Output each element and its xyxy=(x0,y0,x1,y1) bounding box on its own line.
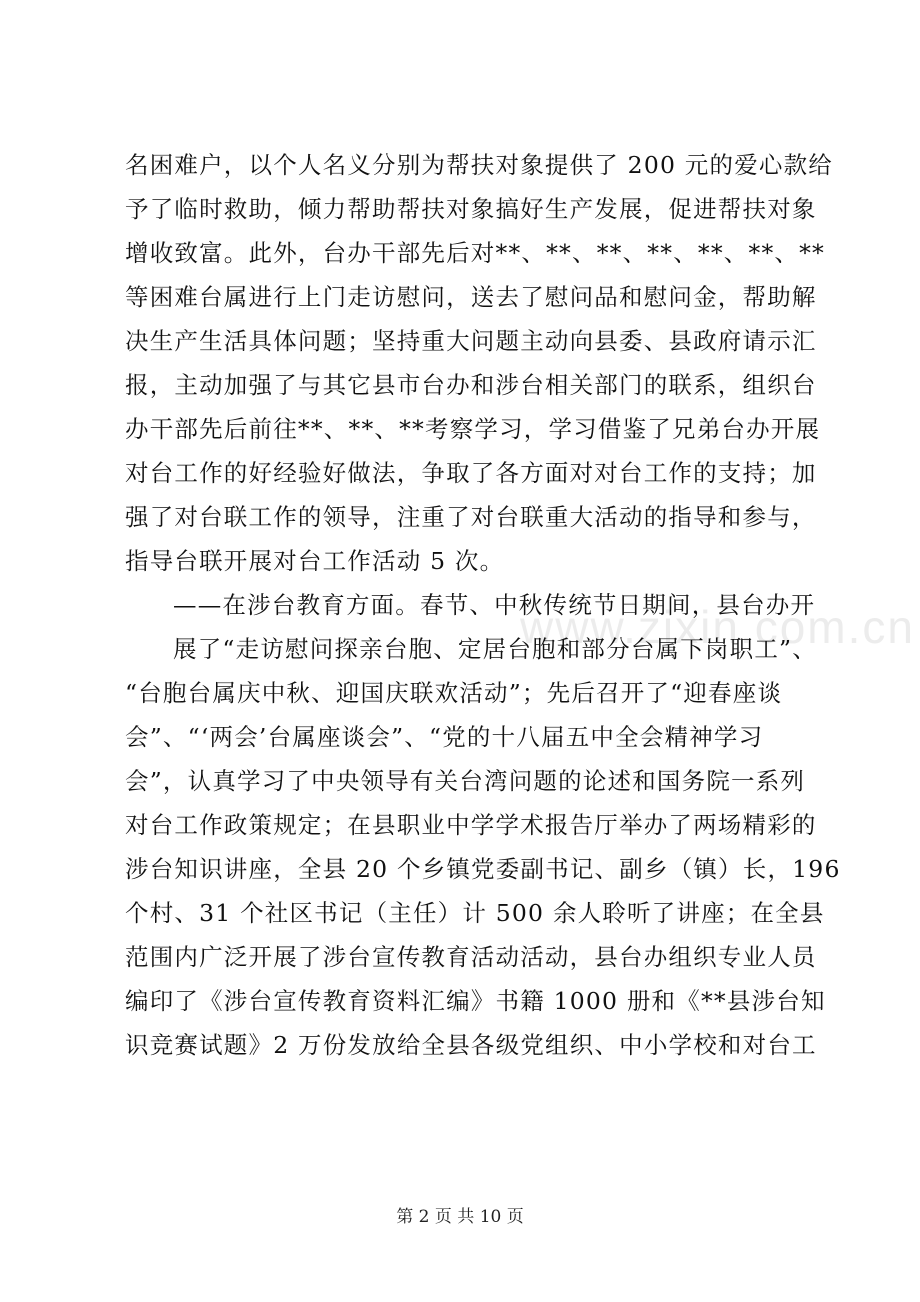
watermark: www.zixin.com.cn xyxy=(520,601,915,653)
text-line: “台胞台属庆中秋、迎国庆联欢活动”；先后召开了“迎春座谈 xyxy=(125,679,783,707)
text-line: 报，主动加强了与其它县市台办和涉台相关部门的联系，组织台 xyxy=(125,371,817,399)
text-line: 识竞赛试题》2 万份发放给全县各级党组织、中小学校和对台工 xyxy=(125,1031,817,1059)
text-line: 予了临时救助，倾力帮助帮扶对象搞好生产发展，促进帮扶对象 xyxy=(125,195,817,223)
text-line: 编印了《涉台宣传教育资料汇编》书籍 1000 册和《**县涉台知 xyxy=(125,987,826,1015)
text-line: 办干部先后前往**、**、**考察学习，学习借鉴了兄弟台办开展 xyxy=(125,415,821,443)
text-line: 强了对台联工作的领导，注重了对台联重大活动的指导和参与， xyxy=(125,503,817,531)
body-text xyxy=(125,143,841,1067)
text-line: 指导台联开展对台工作活动 5 次。 xyxy=(125,547,505,575)
text-line: 对台工作的好经验好做法，争取了各方面对对台工作的支持；加 xyxy=(125,459,817,487)
page-footer: 第 2 页 共 10 页 xyxy=(396,1207,524,1227)
text-line: 展了“走访慰问探亲台胞、定居台胞和部分台属下岗职工”、 xyxy=(173,635,817,663)
text-line: 会”、“‘两会’台属座谈会”、“党的十八届五中全会精神学习 xyxy=(125,723,764,751)
text-line: 决生产生活具体问题；坚持重大问题主动向县委、县政府请示汇 xyxy=(125,327,817,355)
text-line: 会”，认真学习了中央领导有关台湾问题的论述和国务院一系列 xyxy=(125,767,806,795)
text-line: 增收致富。此外，台办干部先后对**、**、**、**、**、**、** xyxy=(125,239,825,267)
text-line: 等困难台属进行上门走访慰问，送去了慰问品和慰问金，帮助解 xyxy=(125,283,817,311)
text-line: 个村、31 个社区书记（主任）计 500 余人聆听了讲座；在全县 xyxy=(125,899,825,927)
paragraph-start-line: ——在涉台教育方面。春节、中秋传统节日期间，县台办开 xyxy=(173,591,816,619)
text-line: 对台工作政策规定；在县职业中学学术报告厅举办了两场精彩的 xyxy=(125,811,817,839)
text-line: 名困难户，以个人名义分别为帮扶对象提供了 200 元的爱心款给 xyxy=(125,151,833,179)
text-line: 涉台知识讲座，全县 20 个乡镇党委副书记、副乡（镇）长，196 xyxy=(125,855,841,883)
text-line: 范围内广泛开展了涉台宣传教育活动活动，县台办组织专业人员 xyxy=(125,943,817,971)
